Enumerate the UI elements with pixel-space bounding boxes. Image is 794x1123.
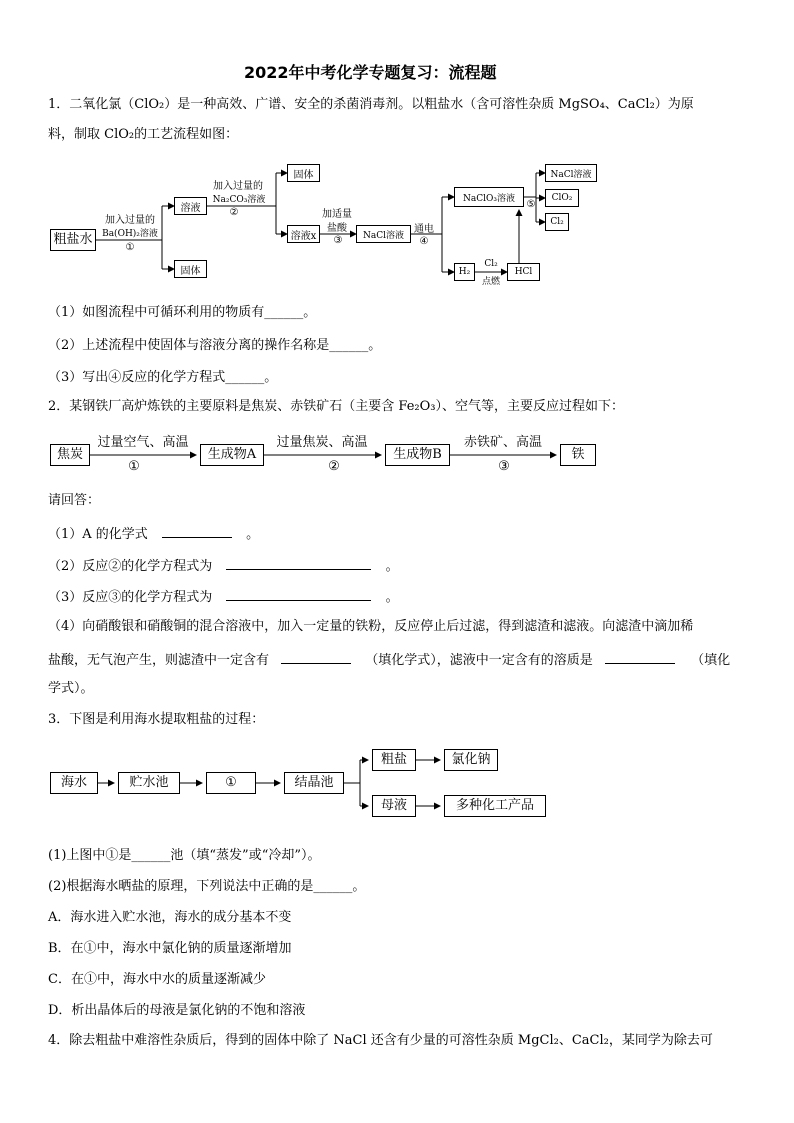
q3-sub2: (2)根据海水晒盐的原理，下列说法中正确的是______。 (48, 879, 366, 894)
q1-box-solution-x: 溶液x (287, 225, 320, 243)
q2-box-iron: 铁 (560, 444, 596, 466)
q1-line2: 料，制取 ClO₂的工艺流程如图： (48, 127, 239, 142)
q1-step3-label-b: 盐酸 (327, 223, 347, 234)
q2-sub1-end: 。 (246, 527, 260, 542)
q2-box-coke: 焦炭 (50, 444, 90, 466)
q2-box-product-b: 生成物B (385, 444, 450, 466)
q2-line1: 2．某钢铁厂高炉炼铁的主要原料是焦炭、赤铁矿石（主要含 Fe₂O₃）、空气等，主要反应过程如下： (48, 399, 624, 414)
q1-step2-num: ② (229, 207, 239, 218)
q1-sub1: （1）如图流程中可循环利用的物质有______。 (48, 305, 317, 320)
q1-step2-label-a: 加入过量的 (213, 181, 263, 192)
q1-step4-label: 通电 (414, 224, 434, 235)
q2-sub4-line2 (48, 650, 730, 670)
q3-box-reservoir: 贮水池 (118, 772, 180, 794)
q2-sub4-text-b: （填化学式），滤液中一定含有的溶质是 (365, 653, 593, 668)
q2-box-product-a: 生成物A (200, 444, 264, 466)
q3-box-nacl: 氯化钠 (444, 749, 498, 771)
q2-sub4-blank1[interactable] (281, 650, 351, 664)
q2-sub2-blank[interactable] (226, 556, 371, 570)
q2-sub3 (48, 587, 399, 607)
q1-box-solid1: 固体 (174, 260, 207, 278)
q1-box-crude-brine: 粗盐水 (50, 229, 96, 251)
q2-sub3-blank[interactable] (226, 587, 371, 601)
q2-sub1-blank[interactable] (162, 524, 232, 538)
q2-sub4-line1: （4）向硝酸银和硝酸铜的混合溶液中，加入一定量的铁粉，反应停止后过滤，得到滤渣和滤液。向滤渣中滴加稀 (48, 619, 694, 634)
q2-sub2-end: 。 (385, 559, 399, 574)
q3-option-a[interactable]: A．海水进入贮水池，海水的成分基本不变 (48, 910, 292, 925)
q2-step3-num: ③ (498, 459, 510, 474)
q3-line1: 3．下图是利用海水提取粗盐的过程： (48, 712, 265, 727)
q3-box-mother-liquor: 母液 (372, 795, 416, 817)
q2-sub4-text-a: 盐酸，无气泡产生，则滤渣中一定含有 (48, 653, 270, 668)
q1-step2-label-b: Na₂CO₃溶液 (212, 195, 266, 205)
q2-sub4-text-c: （填化 (691, 653, 731, 668)
q3-option-c[interactable]: C．在①中，海水中水的质量逐渐减少 (48, 972, 266, 987)
q1-box-nacl: NaCl溶液 (356, 225, 411, 243)
q1-step4-num: ④ (419, 236, 429, 247)
q1-step5-num: ⑤ (526, 199, 536, 210)
q3-sub1: (1)上图中①是______池（填“蒸发”或“冷却”）。 (48, 848, 321, 863)
q2-step2-label: 过量焦炭、高温 (276, 435, 368, 450)
q2-step3-label: 赤铁矿、高温 (463, 435, 542, 450)
q1-box-out-nacl: NaCl溶液 (545, 164, 597, 182)
q3-box-chem-products: 多种化工产品 (444, 795, 546, 817)
q1-ignite-label: 点燃 (481, 277, 500, 287)
q1-step3-num: ③ (333, 235, 343, 246)
q1-box-naclo3: NaClO₃溶液 (454, 187, 524, 207)
q2-sub3-text: （3）反应③的化学方程式为 (48, 590, 213, 605)
q4-line1: 4．除去粗盐中难溶性杂质后，得到的固体中除了 NaCl 还含有少量的可溶性杂质 MgCl₂、CaCl₂，某同学为除去可 (48, 1033, 713, 1048)
q1-line1: 1．二氧化氯（ClO₂）是一种高效、广谱、安全的杀菌消毒剂。以粗盐水（含可溶性杂质 MgSO₄、CaCl₂）为原 (48, 97, 694, 112)
q1-box-out-clo2: ClO₂ (545, 189, 579, 207)
q2-sub4-line3: 学式）。 (48, 681, 94, 696)
q3-box-blank-pool: ① (206, 772, 256, 794)
q2-step2-num: ② (328, 459, 340, 474)
q1-step1-num: ① (125, 242, 135, 253)
q1-box-hcl: HCl (507, 263, 540, 281)
q2-sub4-blank2[interactable] (605, 650, 675, 664)
q1-cl2-label: Cl₂ (484, 259, 498, 269)
q2-sub1-text: （1）A 的化学式 (48, 527, 148, 542)
q3-box-crystallizer: 结晶池 (284, 772, 344, 794)
q1-box-solid2: 固体 (287, 164, 320, 182)
q3-box-seawater: 海水 (50, 772, 98, 794)
q1-box-h2: H₂ (454, 263, 475, 281)
q3-option-b[interactable]: B．在①中，海水中氯化钠的质量逐渐增加 (48, 941, 292, 956)
q1-step1-label-b: Ba(OH)₂溶液 (102, 229, 158, 239)
q2-sub1 (48, 524, 259, 544)
q1-step1-label-a: 加入过量的 (105, 215, 155, 226)
q2-step1-num: ① (128, 459, 140, 474)
q2-step1-label: 过量空气、高温 (97, 435, 189, 450)
q2-prompt: 请回答： (48, 493, 101, 508)
q3-option-d[interactable]: D．析出晶体后的母液是氯化钠的不饱和溶液 (48, 1003, 306, 1018)
page-title: 2022年中考化学专题复习：流程题 (244, 63, 497, 82)
q1-sub2: （2）上述流程中使固体与溶液分离的操作名称是______。 (48, 338, 382, 353)
q1-box-out-cl2: Cl₂ (545, 213, 569, 231)
q2-sub2-text: （2）反应②的化学方程式为 (48, 559, 213, 574)
q1-step3-label-a: 加适量 (322, 209, 352, 220)
q1-box-solution: 溶液 (174, 197, 207, 215)
q3-box-crude-salt: 粗盐 (372, 749, 416, 771)
q1-sub3: （3）写出④反应的化学方程式______。 (48, 370, 278, 385)
q2-sub2 (48, 556, 399, 576)
q2-sub3-end: 。 (385, 590, 399, 605)
